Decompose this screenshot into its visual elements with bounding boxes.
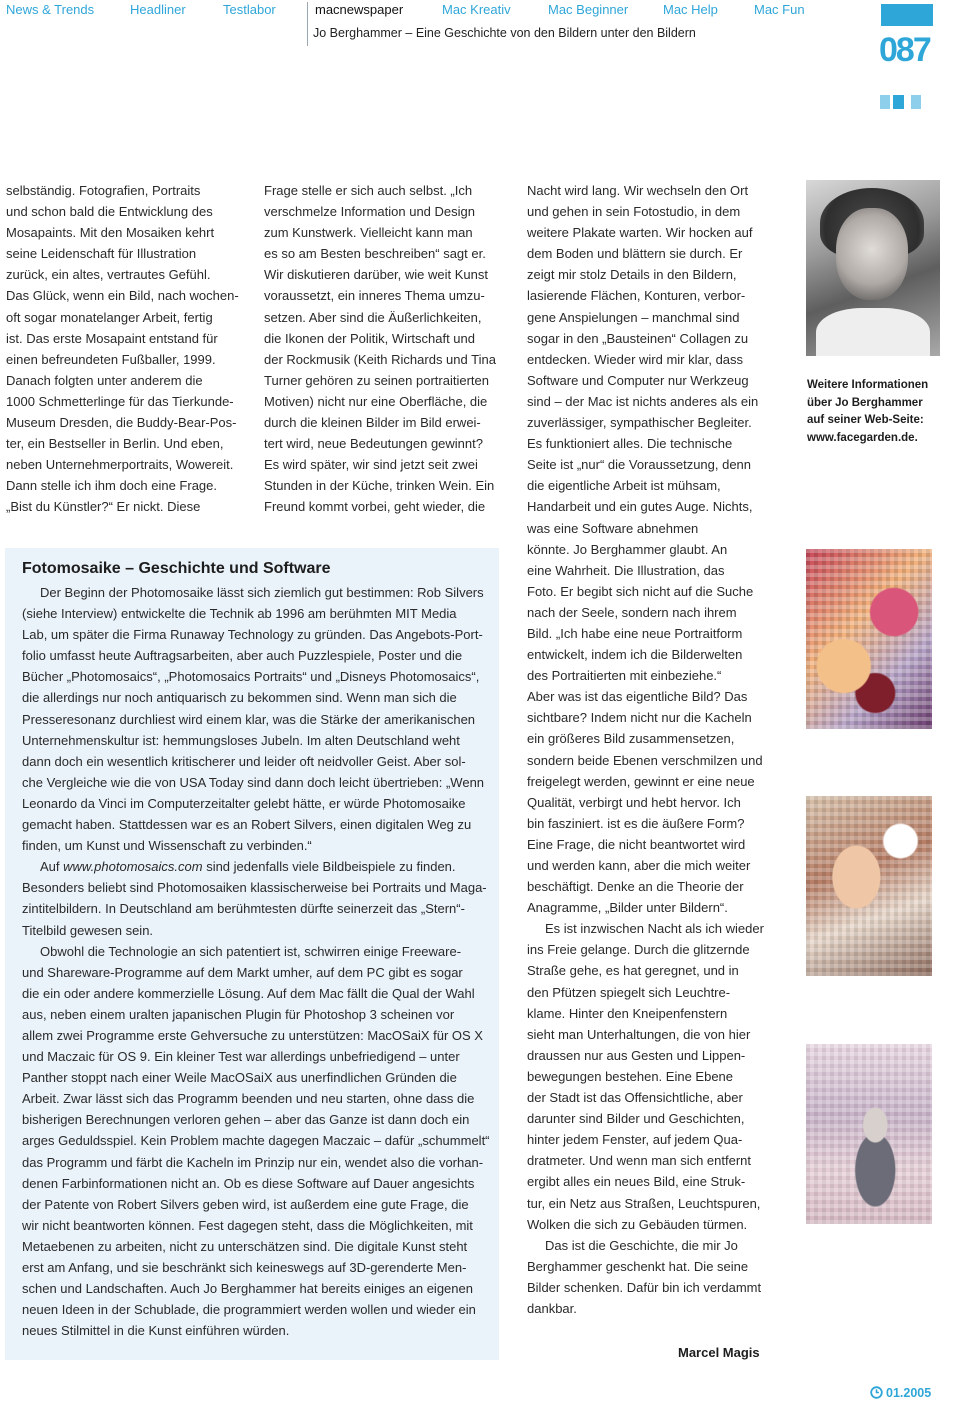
text-line: sind – der Mac ist nichts anderes als ein (527, 393, 759, 409)
text-line: dem Boden und blättern sie durch. Er (527, 246, 743, 262)
text-line: die ein oder andere kommerzielle Lösung. Auf dem Mac fällt die Qual der Wahl (22, 985, 475, 1001)
text-line: Der Beginn der Photomosaike lässt sich ziemlich gut bestimmen: Rob Silvers (40, 585, 484, 600)
text-line: Bilder schenken. Dafür bin ich verdammt (527, 1279, 762, 1295)
text-line: ins Freie gelange. Durch die glitzernde (527, 942, 750, 958)
text-line: Eine Frage, die nicht beantwortet wird (527, 836, 746, 852)
square-ornament-2 (893, 95, 904, 109)
text-line: und werden kann, aber die mich weiter (527, 858, 751, 873)
square-ornament-3 (911, 95, 921, 109)
nav-mac-kreativ[interactable]: Mac Kreativ (442, 2, 511, 17)
text-line: ein größeres Bild zusammensetzen, (527, 731, 735, 747)
text-line: selbständig. Fotografien, Portraits (6, 183, 201, 198)
top-navigation (0, 0, 820, 22)
text-line: neues Stilmittel in die Kunst einführen würden. (22, 1323, 290, 1339)
nav-headliner[interactable]: Headliner (130, 2, 186, 17)
page-number: 087 (879, 31, 930, 69)
text-line: gemacht haben. Stattdessen war es an Robert Silvers, einen digitalen Weg zu (22, 817, 472, 833)
text-line: durch die kleinen Bilder im Bild erwei- (264, 415, 481, 431)
text-line: 1000 Schmetterlinge für das Tierkunde- (6, 393, 234, 409)
text-line: setzen. Aber sind die Äußerlichkeiten, (264, 309, 482, 325)
text-line: und schon bald die Entwicklung des (6, 204, 213, 220)
text-line: zintitelbildern. In Deutschland am berühmtesten dürfte seinerzeit das „Stern“- (22, 901, 465, 917)
text-line: bin fasziniert. ist es die äußere Form? (527, 815, 745, 831)
author-signature: Marcel Magis (678, 1345, 760, 1360)
page-number-bar (881, 4, 933, 26)
text-line: sogar in den „Bausteinen“ Collagen zu (527, 330, 749, 346)
text-line: neuen Ideen in der Schublade, die programmiert werden wollen und wieder ein (22, 1302, 476, 1318)
text-line: tur, ein Netz aus Straßen, Leuchtspuren, (527, 1195, 761, 1211)
text-line: Frage stelle er sich auch selbst. „Ich (264, 183, 473, 198)
text-line: Berghammer geschenkt hat. Die seine (527, 1258, 749, 1274)
text-line: Nacht wird lang. Wir wechseln den Ort (527, 183, 749, 198)
portrait-face (836, 208, 908, 300)
article-column-2 (264, 180, 504, 518)
text-line: dankbar. (527, 1300, 577, 1316)
text-line: tert wird, neue Bedeutungen gewinnt? (264, 436, 483, 452)
text-line: Mosapaints. Mit den Mosaiken kehrt (6, 225, 215, 241)
info-box-paragraph-2 (22, 856, 492, 940)
mosaic-image-1 (806, 549, 932, 729)
mosaic-image-3 (806, 1044, 932, 1224)
text-line: entwickelt, indem ich die Bilderwelten (527, 647, 743, 663)
text-line: Bücher „Photomosaics“, „Photomosaics Portraits“ und „Disneys Photomosaics“, (22, 669, 480, 685)
text-line: Besonders beliebt sind Photomosaiken klassischerweise bei Portraits und Maga- (22, 880, 487, 896)
text-line: Leonardo da Vinci im Computerzeitalter gelebt hätte, er würde Photomosaike (22, 795, 466, 811)
text-line: die allerdings nur noch antiquarisch zu bekommen sind. Wenn man sich die (22, 690, 457, 706)
text-line: der Stadt ist das Offensichtliche, aber (527, 1090, 743, 1106)
text-line: Anagramme, „Bilder unter Bildern“. (527, 900, 728, 916)
text-line: Aber was ist das eigentliche Bild? Das (527, 689, 748, 705)
text-line: (siehe Interview) entwickelte die Technik ab 1996 am berühmten MIT Media (22, 606, 457, 622)
text-line: Unternehmenskultur ist: hemmungsloses Jubeln. Im alten Deutschland weht (22, 732, 460, 748)
mosaic-image-2 (806, 796, 932, 976)
text-line: arges Geduldsspiel. Kein Problem machte dagegen Maczaic – dafür „schummelt“ (22, 1133, 490, 1149)
text-line: hinter jedem Fenster, auf jedem Qua- (527, 1132, 743, 1148)
info-box-paragraph-3 (22, 941, 492, 1342)
text-line: Danach folgten unter anderem die (6, 372, 203, 388)
info-line: auf seiner Web-Seite: (807, 414, 924, 426)
nav-mac-fun[interactable]: Mac Fun (754, 2, 805, 17)
text-line: was eine Software abnehmen (527, 520, 699, 536)
column-3-paragraph-3 (527, 1235, 777, 1319)
text-line: die Ikonen der Politik, Wirtschaft und (264, 330, 475, 346)
text-line: neben Unternehmerportraits, Wowereit. (6, 457, 234, 473)
text-line: klame. Hinter den Kneipenfenstern (527, 1005, 728, 1021)
text-line: ergibt alles ein neues Bild, eine Struk- (527, 1174, 746, 1190)
article-column-3 (527, 180, 777, 1319)
text-line: che Vergleiche wie die von USA Today sind dann doch leicht übertrieben: „Wenn (22, 774, 485, 790)
portrait-photo (806, 180, 940, 356)
article-column-1 (6, 180, 246, 518)
text-line: darunter sind Bilder und Geschichten, (527, 1111, 745, 1127)
photomosaics-link[interactable]: www.photomosaics.com (63, 859, 203, 875)
text-line: Es ist inzwischen Nacht als ich wieder (545, 921, 764, 937)
text-line: Stunden in der Küche, trinken Wein. Ein (264, 478, 495, 494)
issue-footer (870, 1386, 931, 1400)
nav-testlabor[interactable]: Testlabor (223, 2, 276, 17)
text-line: Obwohl die Technologie an sich patentiert ist, schwirren einige Freeware- (40, 943, 462, 959)
nav-macnewspaper[interactable]: macnewspaper (315, 2, 404, 17)
portrait-shirt (816, 308, 930, 356)
text-line: verschmelze Information und Design (264, 204, 475, 220)
info-box-paragraph-1 (22, 582, 492, 856)
text-line: des Portraitierten mit einbeziehe.“ (527, 668, 722, 684)
text-line: Seite ist „nur“ die Voraussetzung, denn (527, 457, 752, 473)
text-line: Lab, um später die Firma Runaway Technology zu gründen. Das Angebots-Port- (22, 627, 483, 643)
text-line: erst am Anfang, und sie beschränkt sich keineswegs auf 3D-gerenderte Men- (22, 1260, 467, 1275)
text-line: und Maczaic für OS 9. Ein kleiner Test war allerdings unbefriedigend – unter (22, 1049, 460, 1065)
text-line: Museum Dresden, die Buddy-Bear-Pos- (6, 415, 237, 431)
text-line: freigelegt werden, gewinnt er eine neue (527, 773, 755, 789)
text-line: Das ist die Geschichte, die mir Jo (545, 1237, 738, 1253)
text-line: zurück, ein altes, vertrautes Gefühl. (6, 267, 211, 283)
text-line: Metaebenen zu arbeiten, nicht zu unterschätzen sind. Die digitale Kunst steht (22, 1238, 468, 1254)
link-prefix: Auf (40, 859, 64, 875)
text-line: der Patente von Robert Silvers geben wird, ist außerdem eine gute Frage, die (22, 1196, 469, 1212)
text-line: einen befreundeten Fußballer, 1999. (6, 351, 216, 367)
text-line: seine Leidenschaft für Illustration (6, 246, 197, 262)
text-line: das Programm und färbt die Kacheln im Prinzip nur ein, wendet also die vorhan- (22, 1154, 484, 1170)
nav-mac-help[interactable]: Mac Help (663, 2, 718, 17)
text-line: Es funktioniert alles. Die technische (527, 436, 733, 452)
text-line: Titelbild gewesen sein. (22, 922, 154, 938)
square-ornament-1 (880, 95, 890, 109)
text-line: folio umfasst heute Auftragsarbeiten, aber auch Puzzlespiele, Poster und die (22, 648, 463, 664)
text-line: Qualität, verbirgt und hebt hervor. Ich (527, 794, 741, 810)
text-line: entdecken. Wieder wird mir klar, dass (527, 351, 744, 367)
column-3-paragraph-2 (527, 918, 777, 1234)
text-line: sieht man Unterhaltungen, die von hier (527, 1026, 751, 1042)
info-box-body (22, 582, 492, 1341)
text-line: Freund kommt vorbei, geht wieder, die (264, 499, 486, 515)
text-line: denen Farbinformationen nicht an. Ob es diese Software auf Dauer angesichts (22, 1175, 475, 1191)
text-line: es so am Besten beschreiben“ sagt er. (264, 246, 486, 262)
text-line: zeigt mir stolz Details in den Bildern, (527, 267, 737, 283)
link-suffix: sind jedenfalls viele Bildbeispiele zu finden. (202, 859, 456, 875)
text-line: schen und Landschaften. Auch Jo Berghammer hat bereits einiges an eigenen (22, 1281, 473, 1297)
info-line: Weitere Informationen (807, 379, 929, 391)
nav-news-trends[interactable]: News & Trends (6, 2, 95, 17)
text-line: aus, neben einem uralten japanischen Plugin für Photoshop 3 scheinen vor (22, 1006, 455, 1022)
info-box-link-line (22, 856, 492, 877)
text-line: den Pfützen spiegelt sich Leuchtre- (527, 984, 731, 1000)
text-line: weitere Plakate warten. Wir hocken auf (527, 225, 753, 241)
text-line: die eigentliche Arbeit ist mühsam, (527, 478, 721, 494)
text-line: bewegungen bestehen. Eine Ebene (527, 1068, 734, 1084)
info-line: www.facegarden.de. (807, 431, 918, 444)
text-line: und Shareware-Programme auf dem Markt umher, auf dem PC gibt es sogar (22, 964, 463, 980)
text-line: Software und Computer nur Werkzeug (527, 372, 749, 388)
text-line: Handarbeit und ein gutes Auge. Nichts, (527, 499, 753, 515)
info-box-title: Fotomosaike – Geschichte und Software (22, 560, 331, 577)
nav-divider (307, 2, 308, 46)
column-3-paragraph-1 (527, 180, 777, 918)
article-subtitle: Jo Berghammer – Eine Geschichte von den Bildern unter den Bildern (313, 26, 696, 40)
text-line: und gehen in sein Fotostudio, in dem (527, 204, 741, 220)
text-line: Wolken die sich zu Gebäuden türmen. (527, 1216, 748, 1232)
text-line: Motiven) nicht nur eine Oberfläche, die (264, 393, 488, 409)
text-line: ter, ein Bestseller in Berlin. Und eben, (6, 436, 224, 452)
text-line: Presseresonanz durchliest wird einem klar, was die Stärke der amerikanischen (22, 711, 476, 727)
text-line: beschäftigt. Denke an die Theorie der (527, 879, 744, 895)
nav-mac-beginner[interactable]: Mac Beginner (548, 2, 629, 17)
text-line: dann doch ein wesentlich kritischerer und leider oft neidvoller Geist. Aber sol- (22, 753, 466, 769)
text-line: draussen nur aus Gesten und Lippen- (527, 1047, 746, 1063)
text-line: gene Anspielungen – manchmal sind (527, 309, 740, 325)
text-line: allem zwei Programme erste Gehversuche zu unterstützen: MacOSaiX für OS X (22, 1027, 483, 1043)
text-line: nach der Seele, sondern nach ihrem (527, 604, 737, 620)
text-line: ist. Das erste Mosapaint entstand für (6, 330, 218, 346)
text-line: Turner gehören zu seinen portraitierten (264, 372, 489, 388)
text-line: sondern beide Ebenen verschmilzen und (527, 752, 763, 768)
issue-date: 01.2005 (886, 1386, 932, 1400)
text-line: Bild. „Ich habe eine neue Portraitform (527, 625, 743, 641)
text-line: Das Glück, wenn ein Bild, nach wochen- (6, 288, 239, 304)
info-box (5, 548, 499, 1360)
text-line: lasierende Flächen, Konturen, verbor- (527, 288, 746, 304)
text-line: oft sogar monatelanger Arbeit, fertig (6, 309, 213, 325)
info-line: über Jo Berghammer (807, 396, 923, 409)
text-line: voraussetzt, ein inneres Thema umzu- (264, 288, 485, 304)
text-line: dratmeter. Und wenn man sich entfernt (527, 1153, 752, 1169)
sidebar-info (807, 377, 928, 447)
text-line: Arbeit. Zwar lässt sich das Programm beenden und neu starten, ohne dass die (22, 1091, 475, 1107)
text-line: der Rockmusik (Keith Richards und Tina (264, 351, 496, 367)
text-line: bisherigen Berechnungen verloren gehen – aber das Ganze ist dann doch ein (22, 1112, 470, 1128)
text-line: Es wird später, wir sind jetzt seit zwei (264, 457, 478, 473)
text-line: eine Wahrheit. Die Illustration, das (527, 562, 725, 578)
text-line: zuverlässiger, sympathischer Begleiter. (527, 415, 752, 431)
text-line: wir nicht beantworten können. Fest dagegen steht, dass die Möglichkeiten, mit (22, 1217, 473, 1233)
text-line: Dann stelle ich ihm doch eine Frage. (6, 478, 218, 494)
text-line: finden, um Kunst und Wissenschaft zu verbinden.“ (22, 838, 312, 854)
text-line: könnte. Jo Berghammer glaubt. An (527, 541, 728, 557)
text-line: Foto. Er begibt sich nicht auf die Suche (527, 583, 754, 599)
text-line: Wir diskutieren darüber, wie weit Kunst (264, 267, 488, 283)
text-line: „Bist du Künstler?“ Er nickt. Diese (6, 499, 201, 515)
text-line: Panther stoppt nach einer Weile MacOSaiX aus unerfindlichen Gründen die (22, 1070, 457, 1086)
text-line: zum Kunstwerk. Vielleicht kann man (264, 225, 473, 241)
text-line: Straße gehe, es hat geregnet, und in (527, 963, 739, 979)
clock-icon (870, 1386, 883, 1399)
text-line: sichtbare? Indem nicht nur die Kacheln (527, 710, 752, 726)
